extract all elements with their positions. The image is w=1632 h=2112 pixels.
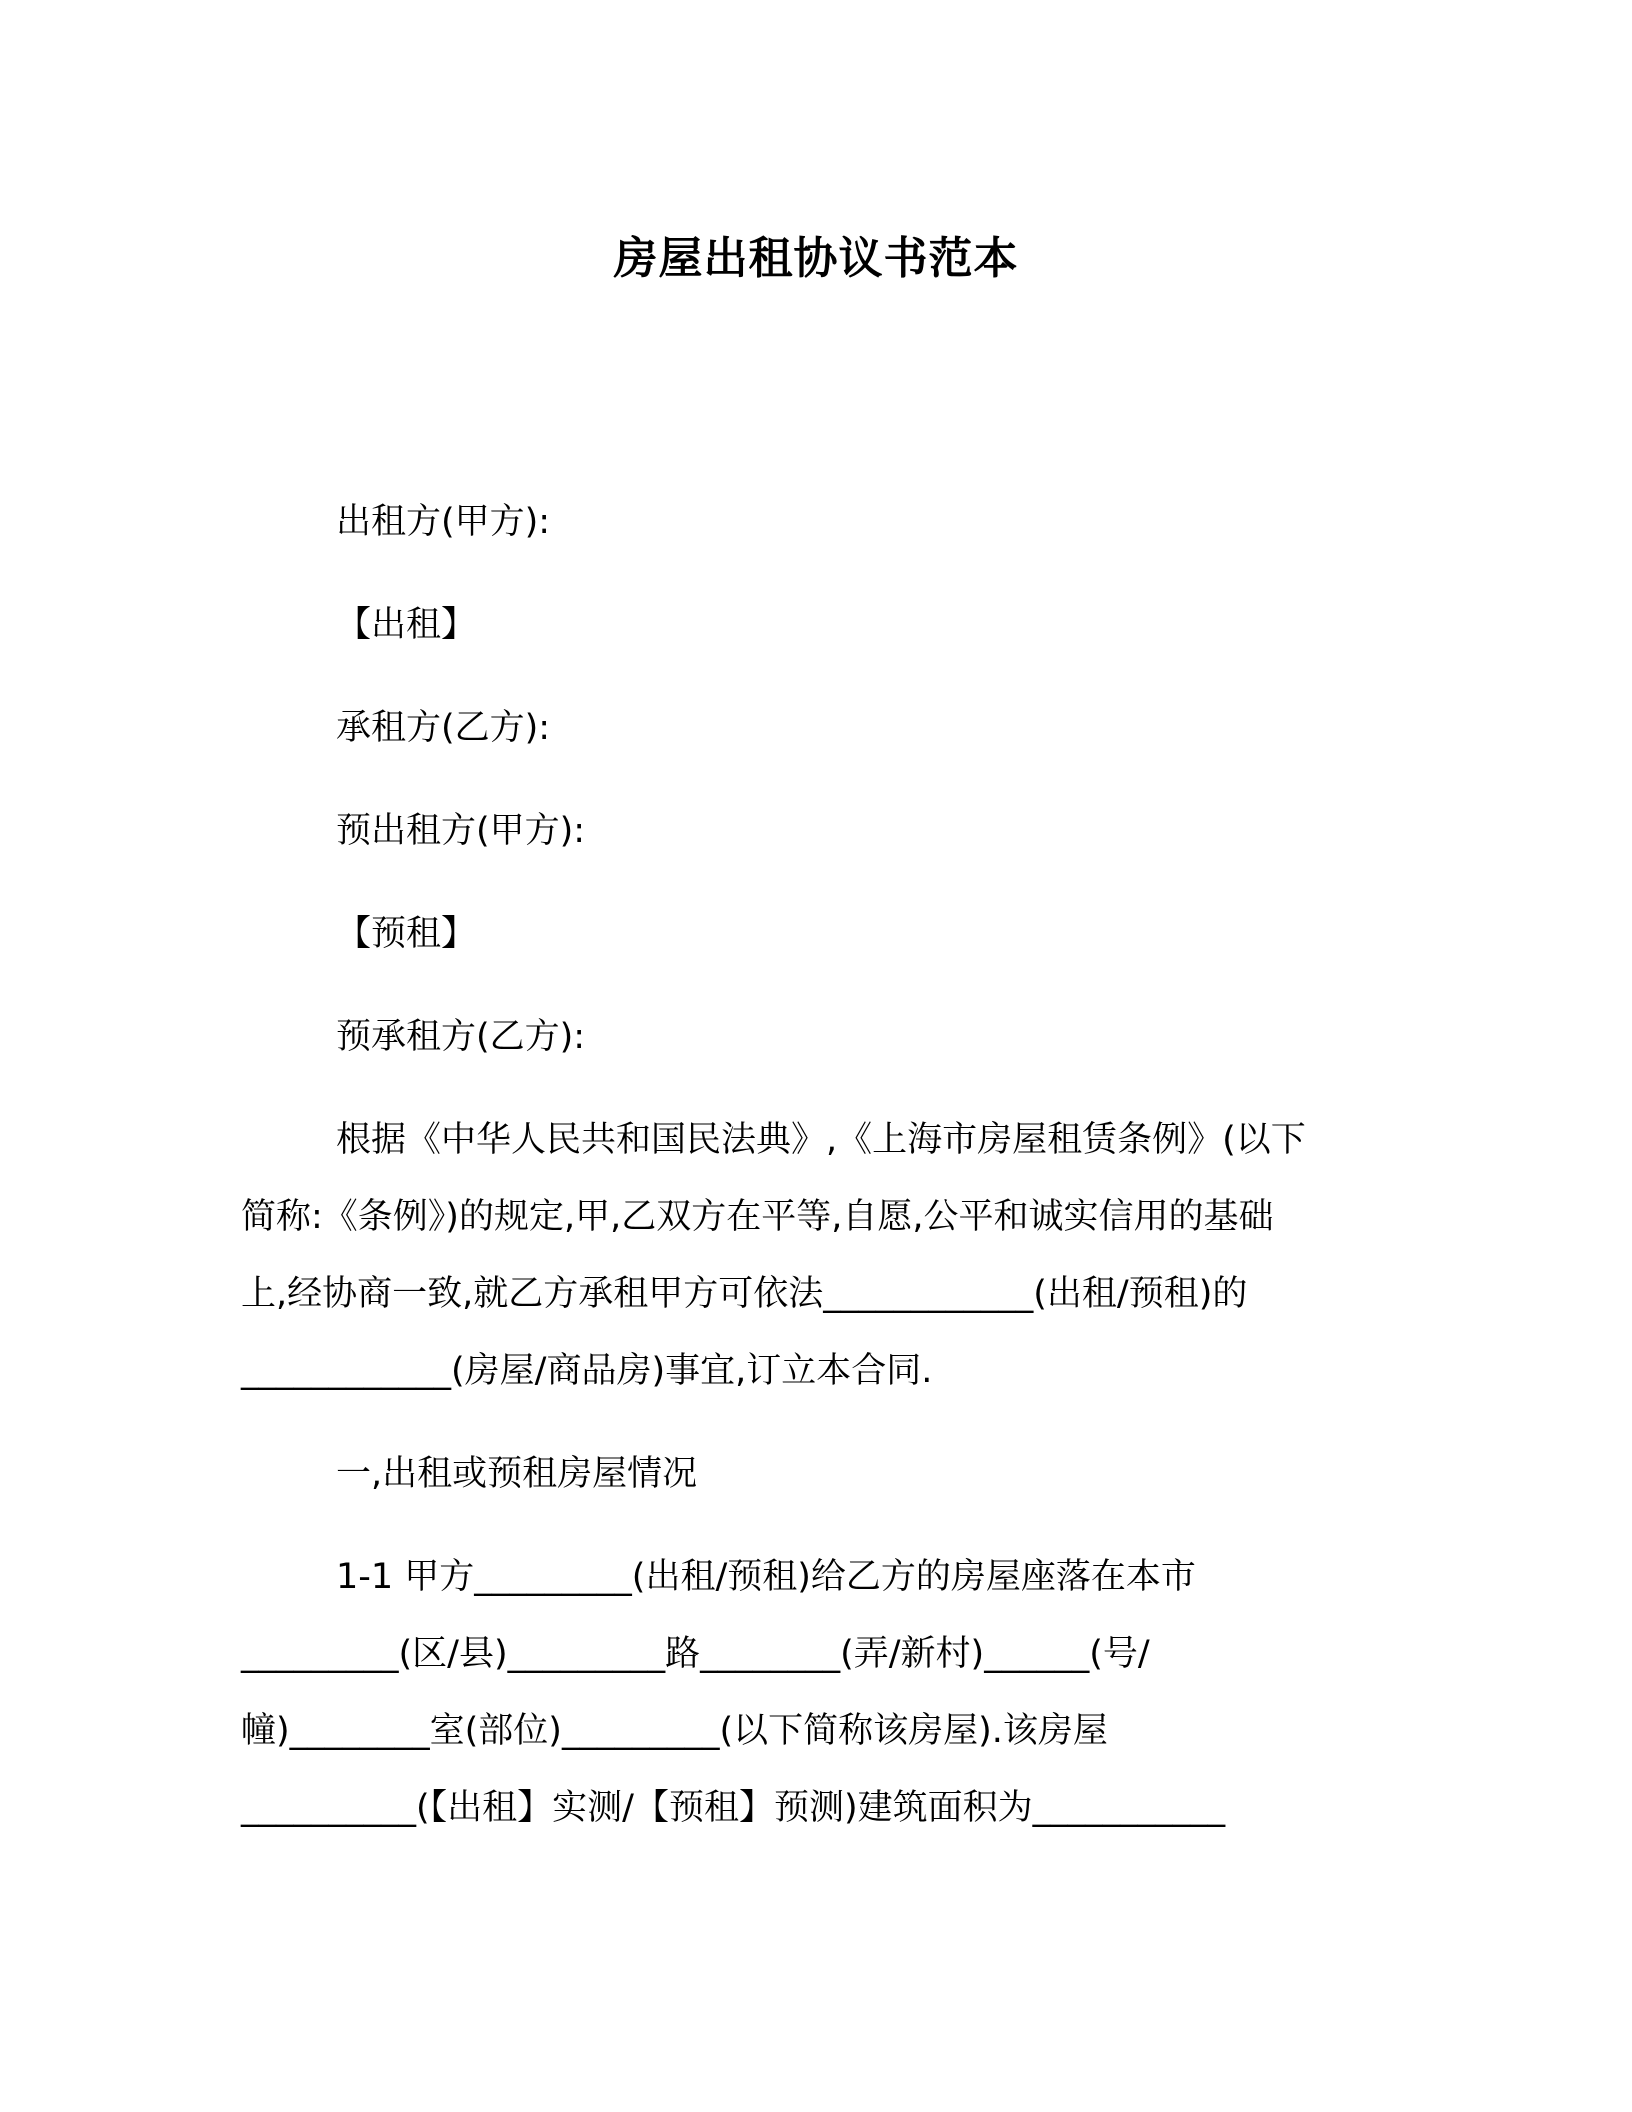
- preamble-line: 简称:《条例》)的规定,甲,乙双方在平等,自愿,公平和诚实信用的基础: [241, 1197, 1274, 1237]
- bracket-rent-label: 【出租】: [336, 605, 477, 645]
- section-heading: 一,出租或预租房屋情况: [336, 1454, 698, 1494]
- party-pre-lessee-label: 预承租方(乙方):: [336, 1017, 586, 1057]
- clause-line: 幢)________室(部位)_________(以下简称该房屋).该房屋: [241, 1711, 1108, 1751]
- clause-line: __________(【出租】实测/【预租】预测)建筑面积为___________: [241, 1788, 1226, 1828]
- clause-line: 1-1 甲方_________(出租/预租)给乙方的房屋座落在本市: [336, 1557, 1196, 1597]
- preamble-line: 根据《中华人民共和国民法典》,《上海市房屋租赁条例》(以下: [336, 1120, 1306, 1160]
- document-title: 房屋出租协议书范本: [613, 233, 1019, 284]
- party-lessee-label: 承租方(乙方):: [336, 708, 551, 748]
- preamble-line: 上,经协商一致,就乙方承租甲方可依法____________(出租/预租)的: [241, 1274, 1248, 1314]
- bracket-prerent-label: 【预租】: [336, 914, 477, 954]
- party-lessor-label: 出租方(甲方):: [336, 502, 551, 542]
- clause-line: _________(区/县)_________路________(弄/新村)______(号/: [241, 1634, 1150, 1674]
- preamble-line: ____________(房屋/商品房)事宜,订立本合同.: [241, 1351, 933, 1391]
- party-pre-lessor-label: 预出租方(甲方):: [336, 811, 586, 851]
